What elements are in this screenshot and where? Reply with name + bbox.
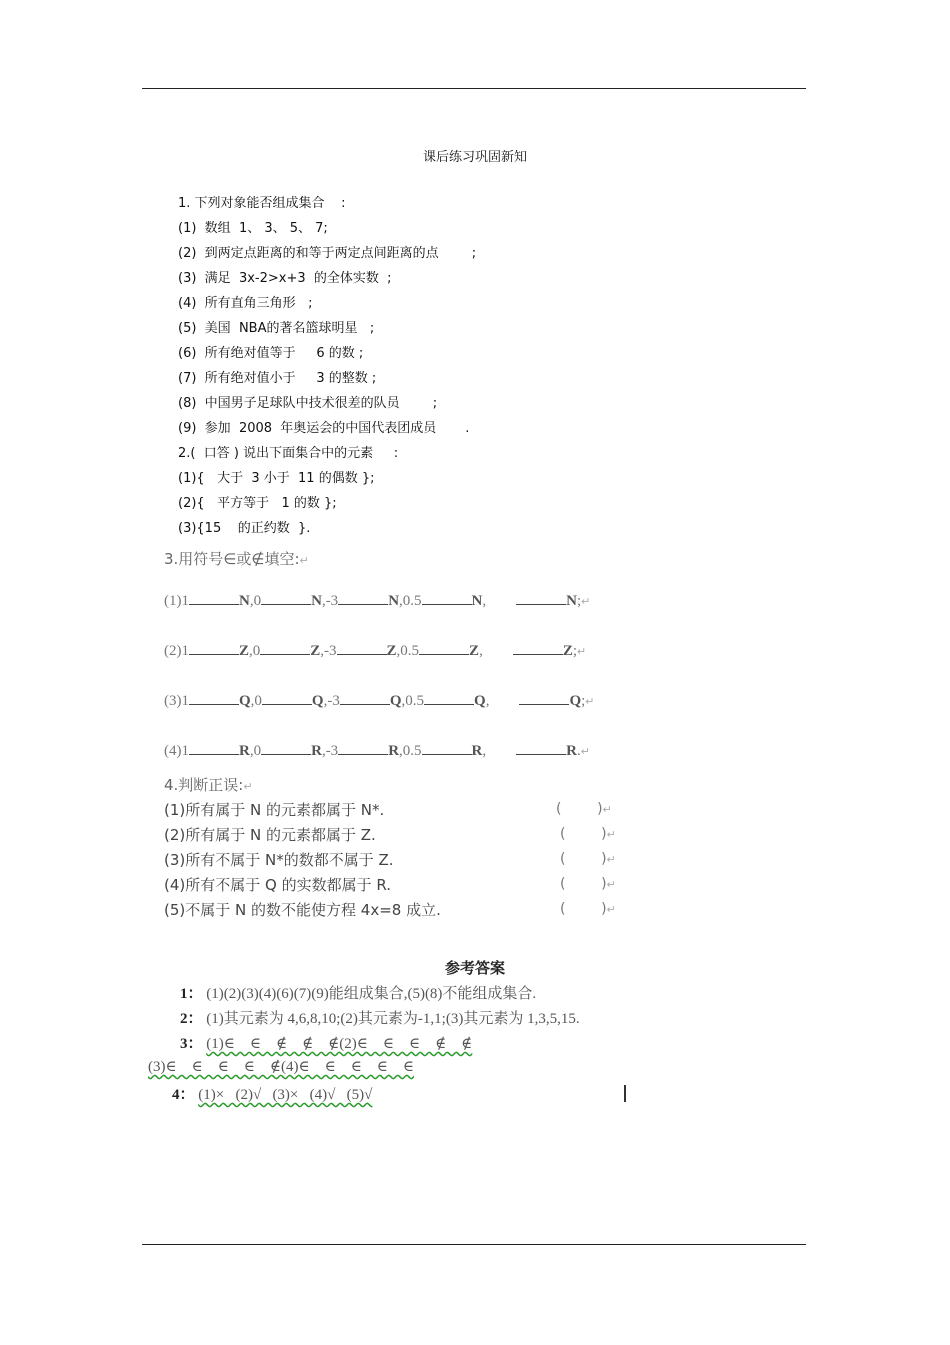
- q3-row-1: (1)1 N,0 N,-3 N,0.5 N, N;↵: [164, 590, 590, 610]
- q4-answer-paren-2: ( )↵: [560, 826, 616, 842]
- q4-item-1: (1)所有属于 N 的元素都属于 N*.: [164, 801, 385, 819]
- q1-item-6: (6) 所有绝对值等于 6 的数 ;: [178, 346, 364, 361]
- q1-item-9: (9) 参加 2008 年奥运会的中国代表团成员 .: [178, 421, 470, 436]
- q1-item-4: (4) 所有直角三角形 ;: [178, 296, 313, 311]
- q3-row-2: (2)1 Z,0 Z,-3 Z,0.5 Z, Z;↵: [164, 640, 586, 660]
- q3-row-4: (4)1 R,0 R,-3 R,0.5 R, R.↵: [164, 740, 590, 760]
- q4-answer-paren-4: ( )↵: [560, 876, 616, 892]
- q1-item-7: (7) 所有绝对值小于 3 的整数 ;: [178, 371, 377, 386]
- q4-item-2: (2)所有属于 N 的元素都属于 Z.: [164, 826, 376, 844]
- q4-item-4: (4)所有不属于 Q 的实数都属于 R.: [164, 876, 392, 894]
- q4-answer-paren-3: ( )↵: [560, 851, 616, 867]
- q1-item-8: (8) 中国男子足球队中技术很差的队员 ;: [178, 396, 438, 411]
- answer-3-line-1: 3： (1)∈ ∈ ∉ ∉ ∉(2)∈ ∈ ∈ ∉ ∉: [180, 1036, 473, 1052]
- q1-item-1: (1) 数组 1、 3、 5、 7;: [178, 221, 328, 236]
- q1-item-2: (2) 到两定点距离的和等于两定点间距离的点 ;: [178, 246, 477, 261]
- q2-heading: 2.( 口答 ) 说出下面集合中的元素 :: [178, 446, 399, 461]
- q1-heading: 1. 下列对象能否组成集合 :: [178, 196, 346, 211]
- q4-heading: 4.判断正误:↵: [164, 776, 253, 794]
- q2-item-3: (3){15 的正约数 }.: [178, 521, 311, 536]
- text-cursor: [624, 1085, 626, 1102]
- q3-heading: 3.用符号∈或∉填空:↵: [164, 550, 309, 568]
- q4-answer-paren-1: ( )↵: [556, 801, 612, 817]
- q3-row-3: (3)1 Q,0 Q,-3 Q,0.5 Q, Q;↵: [164, 690, 595, 710]
- answer-2: 2： (1)其元素为 4,6,8,10;(2)其元素为-1,1;(3)其元素为 1,3,5,15.: [180, 1011, 580, 1027]
- q4-item-5: (5)不属于 N 的数不能使方程 4x=8 成立.: [164, 901, 441, 919]
- q2-item-2: (2){ 平方等于 1 的数 };: [178, 496, 337, 511]
- q1-item-5: (5) 美国 NBA的著名篮球明星 ;: [178, 321, 375, 336]
- q1-item-3: (3) 满足 3x-2>x+3 的全体实数 ;: [178, 271, 392, 286]
- page-title: 课后练习巩固新知: [422, 150, 527, 165]
- q2-item-1: (1){ 大于 3 小于 11 的偶数 };: [178, 471, 375, 486]
- q4-item-3: (3)所有不属于 N*的数都不属于 Z.: [164, 851, 394, 869]
- q4-answer-paren-5: ( )↵: [560, 901, 616, 917]
- answer-4: 4： (1)× (2)√ (3)× (4)√ (5)√: [172, 1087, 373, 1103]
- footer-rule: [142, 1244, 806, 1245]
- header-rule: [142, 88, 806, 89]
- answer-1: 1： (1)(2)(3)(4)(6)(7)(9)能组成集合,(5)(8)不能组成集合.: [180, 986, 537, 1002]
- answers-title: 参考答案: [444, 959, 505, 977]
- answer-3-line-2: (3)∈ ∈ ∈ ∈ ∉(4)∈ ∈ ∈ ∈ ∈: [148, 1059, 415, 1075]
